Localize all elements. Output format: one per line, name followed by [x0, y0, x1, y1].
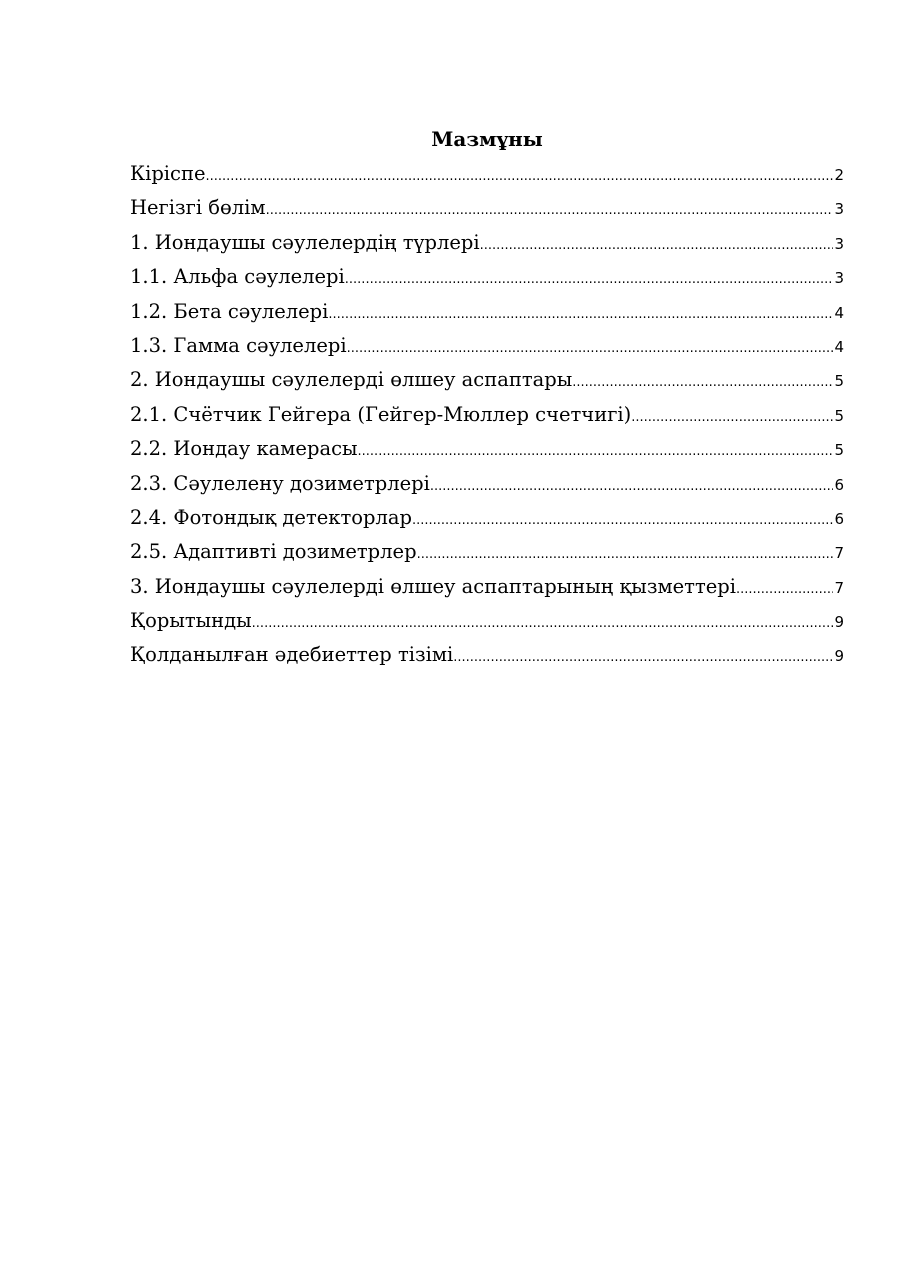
toc-dot-leader — [252, 616, 834, 631]
toc-entry-text: 1.2. Бета сәулелері — [130, 299, 329, 323]
toc-entry[interactable] — [130, 368, 844, 402]
toc-entry-text: 1.3. Гамма сәулелері — [130, 333, 347, 357]
toc-dot-leader — [572, 375, 833, 390]
toc-page-number: 3 — [834, 269, 844, 288]
toc-dot-leader — [206, 169, 834, 184]
toc-entry[interactable] — [130, 506, 844, 540]
toc-entry-text: 2.2. Иондау камерасы — [130, 437, 358, 461]
toc-dot-leader — [417, 547, 834, 562]
toc-entry-text: Негізгі бөлім — [130, 196, 266, 220]
toc-page-number: 7 — [834, 544, 844, 563]
toc-entry-text: 2.1. Счётчик Гейгера (Гейгер-Мюллер счетчигі) — [130, 402, 632, 426]
toc-entry[interactable] — [130, 540, 844, 574]
toc-entry-text: 3. Иондаушы сәулелерді өлшеу аспаптарының қызметтері — [130, 574, 736, 598]
toc-entry-text: Қорытынды — [130, 609, 252, 633]
toc-page-number: 9 — [834, 647, 844, 666]
toc-dot-leader — [480, 238, 834, 253]
toc-entry[interactable] — [130, 609, 844, 643]
toc-page-number: 3 — [834, 234, 844, 253]
toc-page-number: 5 — [834, 441, 844, 460]
toc-entry[interactable] — [130, 300, 844, 334]
toc-dot-leader — [430, 479, 834, 494]
toc-entry-text: Қолданылған әдебиеттер тізімі — [130, 643, 454, 667]
toc-dot-leader — [631, 410, 833, 425]
toc-entry[interactable] — [130, 472, 844, 506]
toc-page-number: 5 — [834, 406, 844, 425]
toc-entry-text: 2.5. Адаптивті дозиметрлер — [130, 540, 417, 564]
toc-entry[interactable] — [130, 265, 844, 299]
toc-page-number: 5 — [834, 372, 844, 391]
toc-page-number: 9 — [834, 613, 844, 632]
toc-entry-text: 2.3. Сәулелену дозиметрлері — [130, 471, 430, 495]
toc-page-number: 6 — [834, 475, 844, 494]
toc-dot-leader — [736, 582, 833, 597]
toc-entry-text: Кіріспе — [130, 162, 206, 185]
toc-entry-text: 2. Иондаушы сәулелерді өлшеу аспаптары — [130, 368, 573, 392]
toc-entry-text: 1. Иондаушы сәулелердің түрлері — [130, 230, 480, 254]
toc-page-number: 6 — [834, 509, 844, 528]
toc-dot-leader — [347, 341, 834, 356]
table-of-contents — [130, 162, 844, 678]
toc-entry[interactable] — [130, 437, 844, 471]
toc-dot-leader — [412, 513, 833, 528]
toc-title: Мазмұны — [431, 127, 543, 151]
toc-entry[interactable] — [130, 196, 844, 230]
toc-entry[interactable] — [130, 162, 844, 196]
toc-entry[interactable] — [130, 231, 844, 265]
toc-entry-text: 1.1. Альфа сәулелері — [130, 265, 345, 289]
toc-entry[interactable] — [130, 403, 844, 437]
toc-page-number: 7 — [834, 578, 844, 597]
toc-entry[interactable] — [130, 334, 844, 368]
toc-entry-text: 2.4. Фотондық детекторлар — [130, 505, 412, 529]
toc-dot-leader — [453, 650, 833, 665]
toc-dot-leader — [328, 307, 833, 322]
toc-page-number: 4 — [834, 337, 844, 356]
toc-entry[interactable] — [130, 575, 844, 609]
toc-dot-leader — [266, 203, 834, 218]
toc-page-number: 3 — [834, 200, 844, 219]
toc-page-number: 4 — [834, 303, 844, 322]
toc-entry[interactable] — [130, 643, 844, 677]
toc-dot-leader — [345, 272, 834, 287]
toc-dot-leader — [358, 444, 834, 459]
toc-page-number: 2 — [834, 166, 844, 184]
